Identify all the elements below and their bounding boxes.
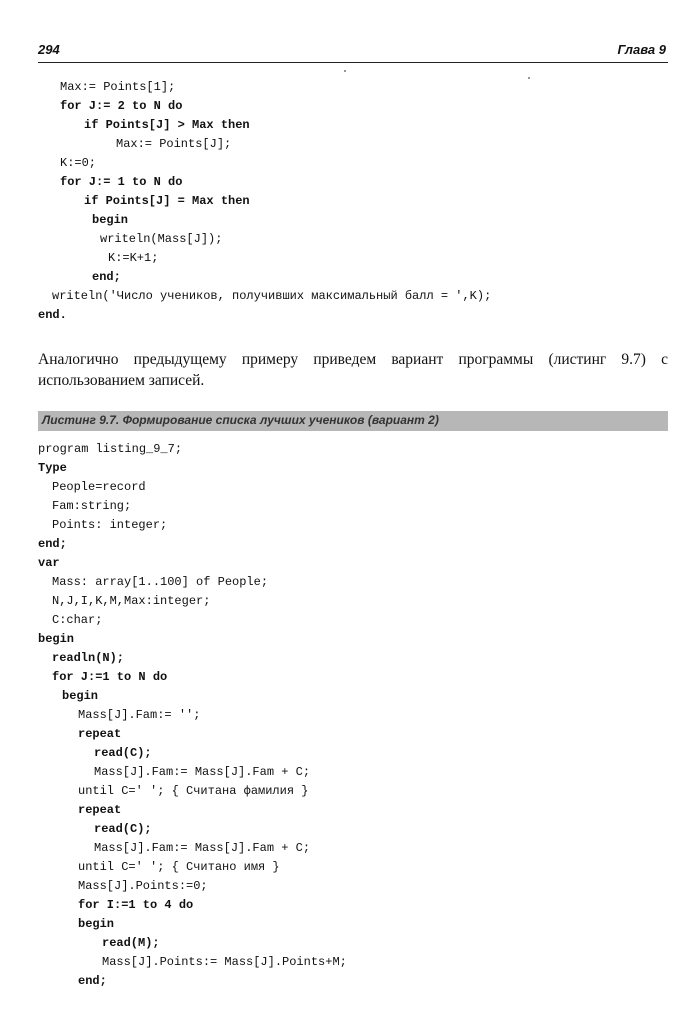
code-line: read(C); [94,822,152,836]
scan-speck [344,70,346,72]
code-line: end; [92,270,121,284]
code-line: Mass[J].Fam:= ''; [78,708,201,722]
code-line: Mass: array[1..100] of People; [52,575,269,589]
code-line: Type [38,461,67,475]
code-line: end; [38,537,67,551]
code-line: Mass[J].Points:=0; [78,879,208,893]
code-line: repeat [78,727,122,741]
code-line: until C=' '; { Считана фамилия } [78,784,309,798]
code-line: for J:= 2 to N do [60,99,183,113]
code-line: writeln('Число учеников, получивших максимальный балл = ',K); [52,289,492,303]
listing-caption: Листинг 9.7. Формирование списка лучших учеников (вариант 2) [42,413,439,427]
code-line: if Points[J] > Max then [84,118,250,132]
code-line: K:=K+1; [108,251,159,265]
code-line: Fam:string; [52,499,132,513]
scan-speck [528,77,530,79]
body-paragraph: Аналогично предыдущему примеру приведем вариант программы (листинг 9.7) с использованием записей. [38,351,668,389]
code-line: Max:= Points[J]; [116,137,232,151]
listing-caption-bar [38,411,668,431]
code-line: end. [38,308,67,322]
page-header [38,40,668,63]
code-line: for J:= 1 to N do [60,175,183,189]
code-line: begin [78,917,115,931]
page-number: 294 [38,42,60,57]
code-line: C:char; [52,613,103,627]
code-line: readln(N); [52,651,125,665]
code-line: repeat [78,803,122,817]
code-line: Mass[J].Fam:= Mass[J].Fam + C; [94,765,311,779]
code-line: read(M); [102,936,160,950]
code-line: begin [62,689,99,703]
code-line: Points: integer; [52,518,168,532]
code-line: if Points[J] = Max then [84,194,250,208]
chapter-title: Глава 9 [617,42,666,57]
code-line: end; [78,974,107,988]
code-line: writeln(Mass[J]); [100,232,223,246]
code-line: Max:= Points[1]; [60,80,176,94]
code-block-top [0,0,700,322]
code-line: for I:=1 to 4 do [78,898,194,912]
code-line: begin [92,213,129,227]
code-line: read(C); [94,746,152,760]
code-line: program listing_9_7; [38,442,183,456]
code-line: for J:=1 to N do [52,670,168,684]
code-line: Mass[J].Points:= Mass[J].Points+M; [102,955,347,969]
code-line: N,J,I,K,M,Max:integer; [52,594,211,608]
code-line: until C=' '; { Считано имя } [78,860,280,874]
code-line: Mass[J].Fam:= Mass[J].Fam + C; [94,841,311,855]
code-line: var [38,556,60,570]
code-line: begin [38,632,75,646]
code-line: People=record [52,480,146,494]
code-line: K:=0; [60,156,97,170]
